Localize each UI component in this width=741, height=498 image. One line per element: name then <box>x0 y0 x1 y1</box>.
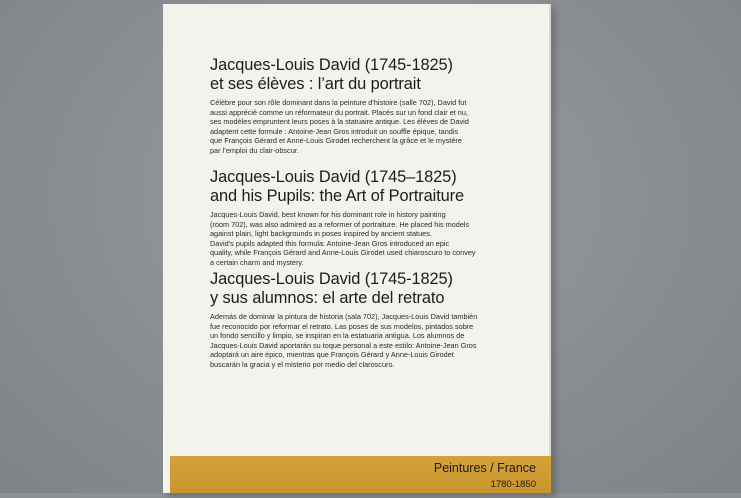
label-section-english <box>210 168 540 267</box>
label-section-french <box>210 56 540 155</box>
label-footer-band <box>170 456 551 493</box>
section-title-french: Jacques-Louis David (1745-1825) et ses élèves : l’art du portrait <box>210 56 453 93</box>
footer-category: Peintures / France <box>433 461 536 475</box>
section-body-english: Jacques-Louis David, best known for his dominant role in history painting (room 702), was also admired as a reformer of portraiture. He placed his models against plain, light backgrounds in poses inspired by ancient statues. David’s pupils adapted this formula: Antoine-Jean Gros introduced an epic quality, while François Gérard and Anne-Louis Girodet used chiaroscuro to convey a certain charm and mystery. <box>210 210 476 267</box>
section-title-english: Jacques-Louis David (1745–1825) and his Pupils: the Art of Portraiture <box>210 168 465 205</box>
label-section-spanish <box>210 270 540 369</box>
section-body-spanish: Además de dominar la pintura de historia (sala 702), Jacques-Louis David también fue reconocido por reformar el retrato. Las poses de sus modelos, pintados sobre un fondo sencillo y limpio, se inspiran en la estatuaria antigua. Los alumnos de Jacques-Louis David aportarán su toque personal a este estilo: Antoine-Jean Gros adoptará un aire épico, mientras que François Gérard y Anne-Louis Girodet buscarán la gracia y el misterio por medio del claroscuro. <box>210 312 478 369</box>
section-body-french: Célèbre pour son rôle dominant dans la peinture d’histoire (salle 702), David fut aussi apprécié comme un réformateur du portrait. Placés sur un fond clair et nu, ses modèles empruntent leurs poses à la statuaire antique. Les élèves de David adaptent cette formule : Antoine-Jean Gros introduit un souffle épique, tandis que François Gérard et Anne-Louis Girodet recherchent la grâce et le mystère par l’emploi du clair-obscur. <box>210 98 469 155</box>
footer-years: 1780-1850 <box>490 479 536 490</box>
museum-label-panel <box>163 4 551 493</box>
section-title-spanish: Jacques-Louis David (1745-1825) y sus alumnos: el arte del retrato <box>210 270 453 307</box>
